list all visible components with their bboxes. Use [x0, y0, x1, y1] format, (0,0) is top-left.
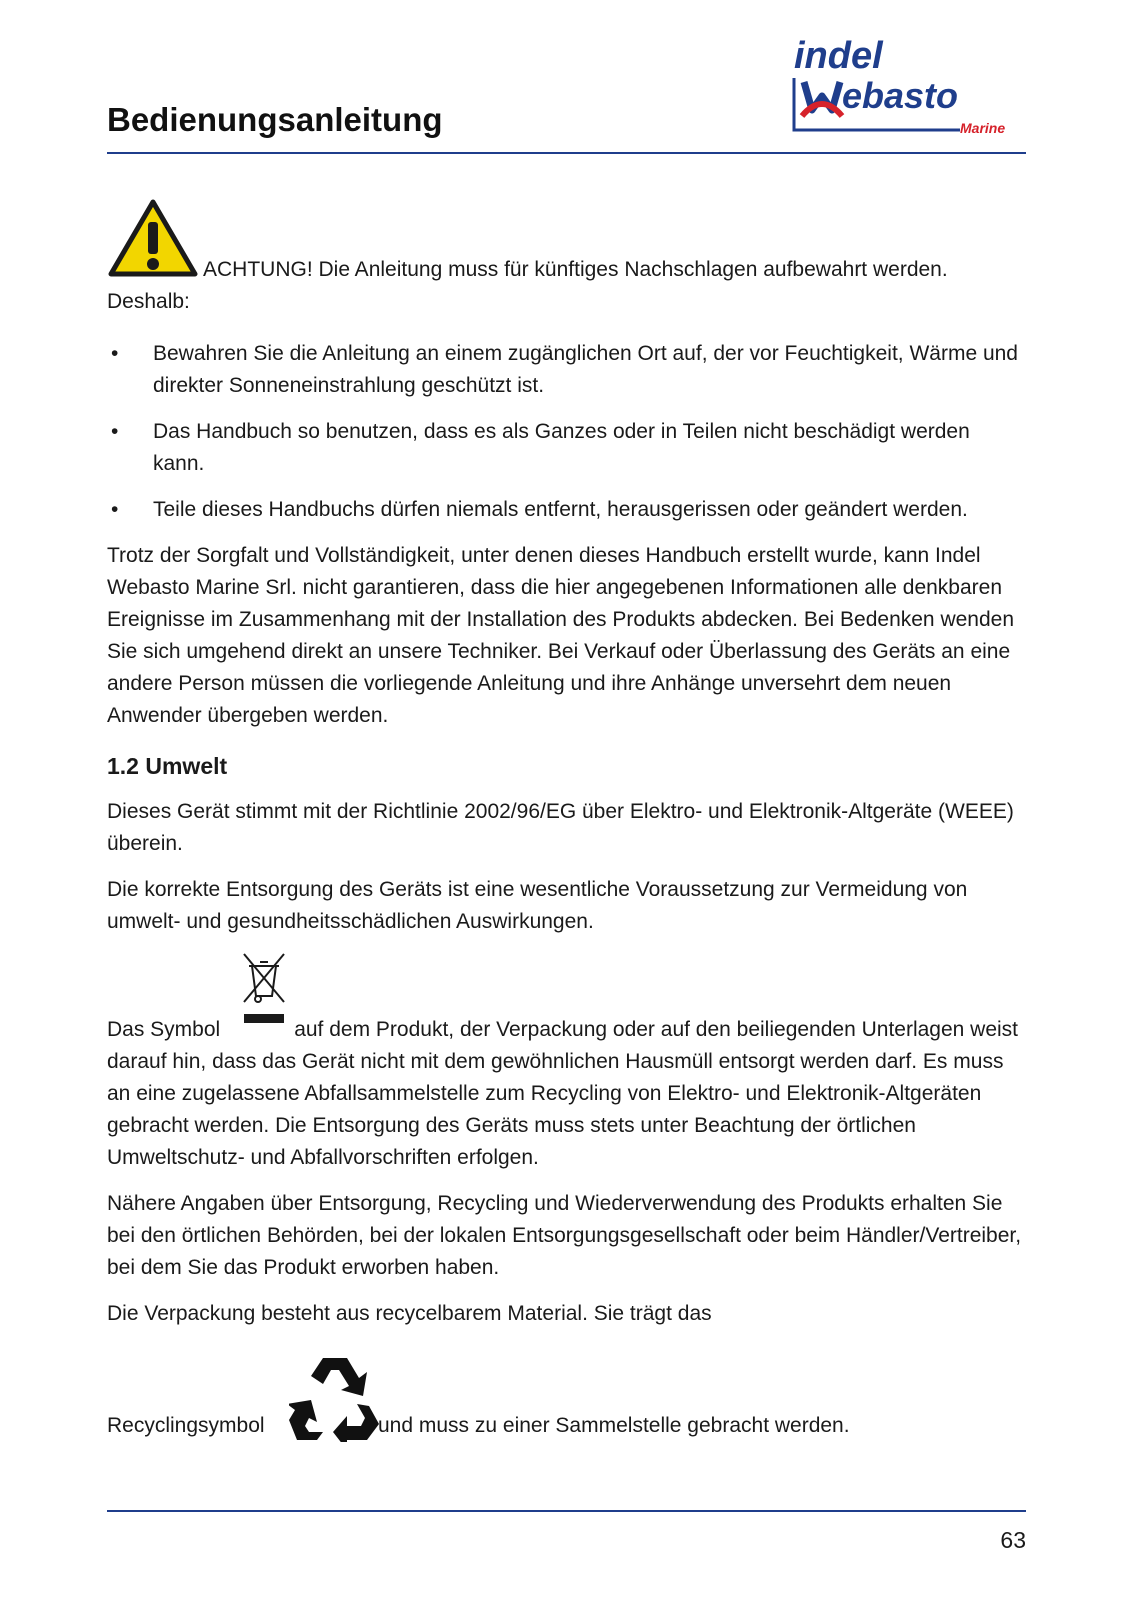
- page-title: Bedienungsanleitung: [107, 101, 443, 138]
- svg-text:ebasto: ebasto: [842, 75, 959, 116]
- page-number: 63: [1000, 1527, 1026, 1553]
- footer-rule: [107, 1510, 1026, 1512]
- list-item: • Teile dieses Handbuchs dürfen niemals entfernt, herausgerissen oder geändert werden.: [107, 494, 1026, 526]
- warning-text: ACHTUNG! Die Anleitung muss für künftiges Nachschlagen aufbewahrt werden.: [203, 258, 948, 281]
- svg-text:indel: indel: [794, 35, 883, 77]
- recycling-symbol-line: [107, 1354, 1026, 1444]
- indel-webasto-marine-logo: [790, 34, 1026, 138]
- bullet-list: [107, 338, 1026, 526]
- warning-block: [107, 198, 1026, 318]
- symbol-prefix: Das Symbol: [107, 1018, 221, 1041]
- warning-continuation: Deshalb:: [107, 290, 190, 313]
- list-item: • Das Handbuch so benutzen, dass es als Ganzes oder in Teilen nicht beschädigt werden kann.: [107, 416, 1026, 480]
- list-item: • Bewahren Sie die Anleitung an einem zugänglichen Ort auf, der vor Feuchtigkeit, Wärme und direkter Sonneneinstrahlung geschützt ist.: [107, 338, 1026, 402]
- disposal-paragraph: Die korrekte Entsorgung des Geräts ist eine wesentliche Voraussetzung zur Vermeidung von umwelt- und gesundheitsschädlichen Auswirkungen.: [107, 878, 968, 933]
- intro-paragraph: Trotz der Sorgfalt und Vollständigkeit, unter denen dieses Handbuch erstellt wurde, kann Indel Webasto Marine Srl. nicht garantieren, dass die hier angegebenen Informationen alle denkbaren Ereignisse im Zusammenhang mit der Installation des Produkts abdecken. Bei Bedenken wenden Sie sich umgehend direkt an unsere Techniker. Bei Verkauf oder Überlassung des Geräts an eine andere Person müssen die vorliegende Anleitung und ihre Anhänge unversehrt dem neuen Anwender übergeben werden.: [107, 544, 1015, 727]
- warning-triangle-icon: [107, 198, 199, 280]
- webasto-w-icon: [802, 82, 842, 116]
- page-content: [107, 198, 1026, 1444]
- section-heading: 1.2 Umwelt: [107, 753, 228, 779]
- symbol-rest: auf dem Produkt, der Verpackung oder auf den beiliegenden Unterlagen weist darauf hin, dass das Gerät nicht mit dem gewöhnlichen Hausmüll entsorgt werden darf. Es muss an eine zugelassene Abfallsammelstelle zum Recycling von Elektro- und Elektronik-Altgeräten gebracht werden. Die Entsorgung des Geräts muss stets unter Beachtung der örtlichen Umweltschutz- und Abfallvorschriften erfolgen.: [107, 1018, 1019, 1169]
- weee-paragraph: Dieses Gerät stimmt mit der Richtlinie 2002/96/EG über Elektro- und Elektronik-Altgeräte (WEEE) überein.: [107, 800, 1014, 855]
- header-rule: [107, 152, 1026, 154]
- weee-crossed-bin-icon: [240, 952, 288, 1032]
- recycling-symbol-icon: [289, 1354, 381, 1442]
- recycling-label: Recyclingsymbol: [107, 1414, 265, 1437]
- info-paragraph: Nähere Angaben über Entsorgung, Recycling und Wiederverwendung des Produkts erhalten Sie bei den örtlichen Behörden, bei der lokalen Entsorgungsgesellschaft oder beim Händler/Vertreiber, bei dem Sie das Produkt erworben haben.: [107, 1192, 1022, 1279]
- recycling-rest: und muss zu einer Sammelstelle gebracht werden.: [378, 1414, 850, 1437]
- packaging-paragraph: Die Verpackung besteht aus recycelbarem Material. Sie trägt das: [107, 1302, 712, 1325]
- svg-text:Marine: Marine: [960, 120, 1006, 136]
- weee-symbol-paragraph: [107, 952, 1026, 1174]
